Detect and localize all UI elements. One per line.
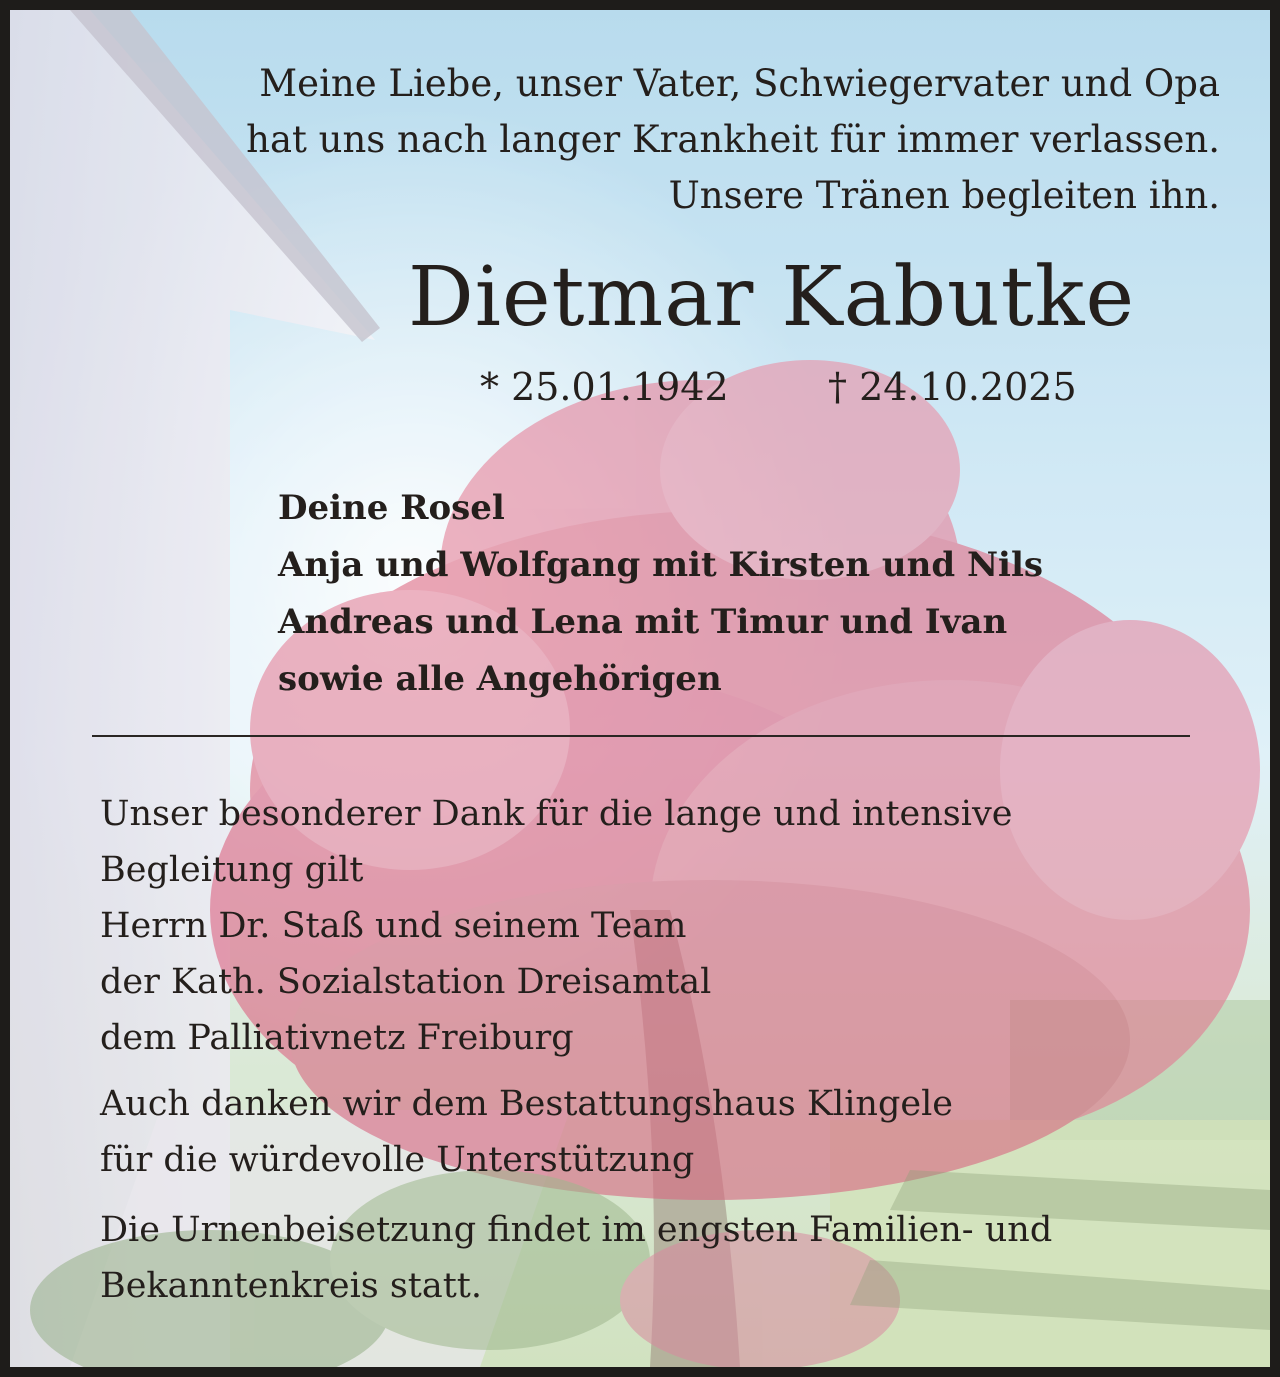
opening-verse bbox=[246, 56, 1220, 224]
mourners-list bbox=[278, 480, 1043, 708]
burial-line: Bekanntenkreis statt. bbox=[100, 1266, 482, 1306]
divider-line bbox=[92, 735, 1190, 737]
thanks-paragraph bbox=[100, 1076, 1052, 1188]
verse-line: Unsere Tränen begleiten ihn. bbox=[668, 174, 1220, 217]
mourner-line: Anja und Wolfgang mit Kirsten und Nils bbox=[278, 545, 1044, 585]
thanks-line: Auch danken wir dem Bestattungshaus Klingele bbox=[100, 1084, 953, 1124]
verse-line: Meine Liebe, unser Vater, Schwiegervater und Opa bbox=[259, 62, 1220, 105]
mourner-line: sowie alle Angehörigen bbox=[278, 659, 722, 699]
mourner-line: Andreas und Lena mit Timur und Ivan bbox=[278, 602, 1008, 642]
thanks-line: Begleitung gilt bbox=[100, 850, 364, 890]
thanks-line: Herrn Dr. Staß und seinem Team bbox=[100, 906, 687, 946]
verse-line: hat uns nach langer Krankheit für immer verlassen. bbox=[246, 118, 1220, 161]
death-date: † 24.10.2025 bbox=[828, 365, 1077, 409]
thanks-line: der Kath. Sozialstation Dreisamtal bbox=[100, 962, 712, 1002]
thanks-paragraph bbox=[100, 786, 1052, 1066]
thanks-line: dem Palliativnetz Freiburg bbox=[100, 1018, 574, 1058]
thanks-line: für die würdevolle Unterstützung bbox=[100, 1140, 695, 1180]
burial-line: Die Urnenbeisetzung findet im engsten Familien- und bbox=[100, 1210, 1053, 1250]
thanks-line: Unser besonderer Dank für die lange und intensive bbox=[100, 794, 1013, 834]
burial-note bbox=[100, 1202, 1052, 1314]
birth-date: * 25.01.1942 bbox=[480, 365, 729, 409]
deceased-name: Dietmar Kabutke bbox=[408, 250, 1135, 345]
thanks-section bbox=[100, 786, 1052, 1314]
mourner-line: Deine Rosel bbox=[278, 488, 505, 528]
